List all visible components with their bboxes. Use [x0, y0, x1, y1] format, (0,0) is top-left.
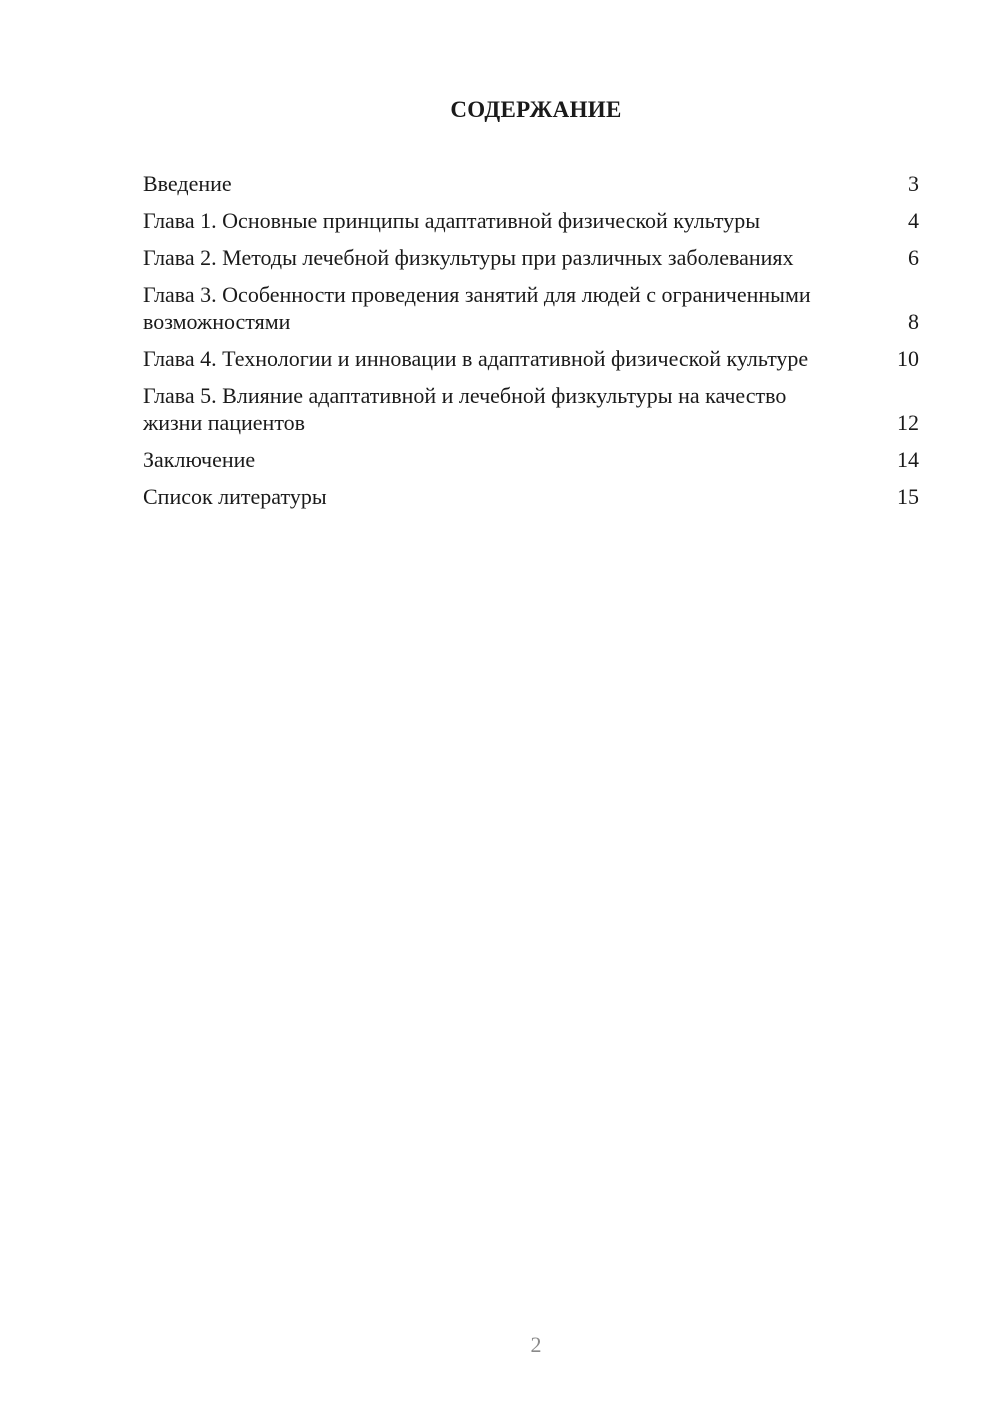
toc-entry-chapter-4: [143, 345, 919, 372]
toc-entry-text: Введение: [143, 171, 232, 196]
toc-entry-conclusion: [143, 446, 919, 473]
toc-entry-text: Глава 3. Особенности проведения занятий для людей с ограниченными возможностями: [143, 282, 811, 334]
toc-entry-page: 15: [897, 484, 919, 509]
toc-entry-text: Глава 2. Методы лечебной физкультуры при различных заболеваниях: [143, 245, 794, 270]
toc-entry-page: 8: [908, 309, 919, 334]
toc-entry-page: 6: [908, 245, 919, 270]
toc-title: СОДЕРЖАНИЕ: [450, 97, 622, 122]
toc-entry-chapter-5: [143, 382, 919, 436]
toc-entry-page: 10: [897, 346, 919, 371]
toc-entry-chapter-3: [143, 281, 919, 335]
toc-entry-page: 14: [897, 447, 919, 472]
toc-entry-text: Список литературы: [143, 484, 327, 509]
toc-entry-text: Глава 5. Влияние адаптативной и лечебной физкультуры на качество жизни пациентов: [143, 383, 787, 435]
toc-entry-page: 3: [908, 171, 919, 196]
toc-entry-chapter-2: [143, 244, 919, 271]
toc-entry-page: 4: [908, 208, 919, 233]
toc-entry-references: [143, 483, 919, 510]
toc-entry-introduction: [143, 170, 919, 197]
toc-entry-text: Заключение: [143, 447, 256, 472]
toc-entry-page: 12: [897, 410, 919, 435]
toc-entry-text: Глава 4. Технологии и инновации в адаптативной физической культуре: [143, 346, 809, 371]
toc-list: [143, 170, 919, 520]
toc-entry-text: Глава 1. Основные принципы адаптативной физической культуры: [143, 208, 760, 233]
page-number: 2: [530, 1332, 542, 1357]
toc-entry-chapter-1: [143, 207, 919, 234]
